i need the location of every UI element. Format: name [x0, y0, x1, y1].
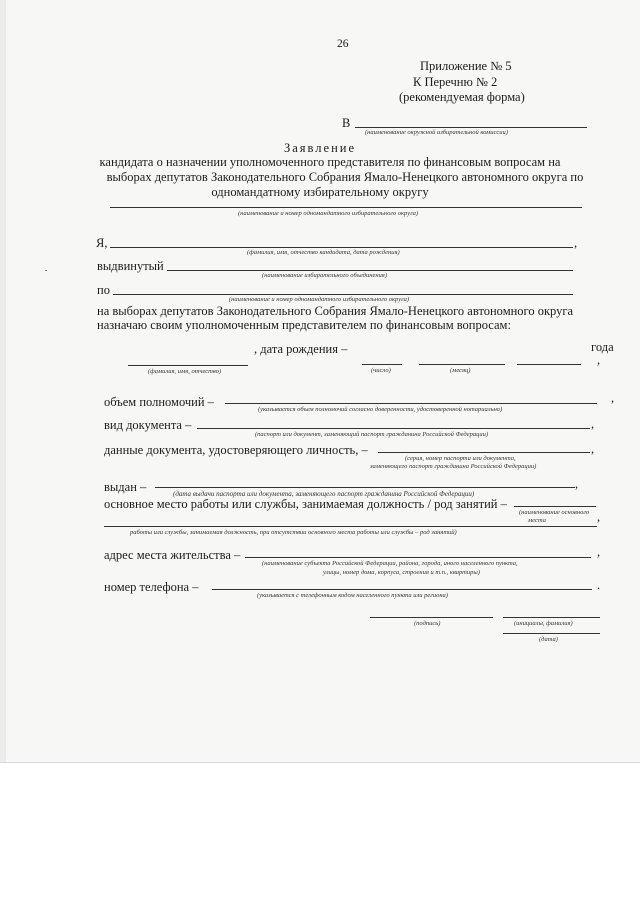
- doc-type-label: вид документа –: [104, 418, 192, 432]
- ya-label: Я,: [96, 236, 108, 250]
- work-comma: ,: [597, 510, 601, 524]
- form-note: (рекомендуемая форма): [399, 90, 525, 104]
- work-line-2: [104, 526, 597, 527]
- title-line-3: одномандатному избирательному округу: [211, 185, 429, 199]
- ya-comma: ,: [574, 236, 578, 250]
- nominated-caption: (наименование избирательного объединения): [262, 272, 387, 279]
- work-caption-1: (наименование основного: [519, 509, 590, 516]
- nominated-label: выдвинутый: [97, 259, 164, 273]
- po-line: [113, 294, 573, 295]
- year-line: [517, 364, 581, 365]
- date-line: [503, 633, 600, 634]
- addressee-line: [355, 127, 587, 128]
- issued-line: [155, 487, 575, 488]
- ya-caption: (фамилия, имя, отчество кандидата, дата рождения): [247, 249, 400, 256]
- po-caption: (наименование и номер одномандатного избирательного округа): [229, 296, 410, 303]
- phone-period: .: [597, 578, 601, 592]
- date-caption: (дата): [539, 636, 558, 643]
- work-label: основное место работы или службы, занимаемая должность / род занятий –: [104, 497, 507, 511]
- signature-line: [370, 617, 493, 618]
- month-line: [419, 364, 505, 365]
- scan-speck: [45, 270, 47, 271]
- addressee-caption: (наименование окружной избирательной комиссии): [365, 129, 508, 136]
- issued-caption: (дата выдачи паспорта или документа, заменяющего паспорт гражданина Российской Федерации): [173, 490, 475, 498]
- birth-date-label: , дата рождения –: [254, 342, 348, 356]
- nominated-line: [167, 270, 573, 271]
- title-line-1: кандидата о назначении уполномоченного представителя по финансовым вопросам на: [99, 155, 561, 169]
- powers-comma: ,: [611, 391, 615, 405]
- id-data-comma: ,: [591, 442, 595, 456]
- id-data-line: [378, 452, 590, 453]
- district-caption: (наименование и номер одномандатного избирательного округа): [238, 210, 419, 217]
- work-line-1: [514, 506, 596, 507]
- district-line: [110, 207, 582, 208]
- signature-caption: (подпись): [414, 620, 441, 627]
- year-comma: ,: [597, 353, 601, 367]
- id-data-caption-2: заменяющего паспорт гражданина Российской Федерации): [370, 463, 537, 470]
- phone-line: [212, 589, 592, 590]
- id-data-label: данные документа, удостоверяющего личность, –: [104, 443, 368, 457]
- paragraph-line-1: на выборах депутатов Законодательного Собрания Ямало-Ненецкого автономного округа: [97, 304, 574, 318]
- issued-label: выдан –: [104, 480, 147, 494]
- powers-label: объем полномочий –: [104, 395, 214, 409]
- month-caption: (месяц): [450, 367, 471, 374]
- phone-caption: (указывается с телефонным кодом населенного пункта или региона): [257, 592, 448, 599]
- name-line: [503, 617, 600, 618]
- address-caption-2: улицы, номер дома, корпуса, строения и т.п., квартиры): [323, 569, 480, 576]
- scan-edge: [0, 0, 6, 762]
- paragraph-line-2: назначаю своим уполномоченным представителем по финансовым вопросам:: [97, 318, 511, 332]
- address-label: адрес места жительства –: [104, 548, 241, 562]
- addressee-prefix: В: [342, 116, 351, 130]
- day-caption: (число): [371, 367, 391, 374]
- po-label: по: [97, 283, 110, 297]
- issued-comma: ,: [575, 477, 579, 491]
- page-number: 26: [337, 38, 349, 50]
- list-reference: К Перечню № 2: [413, 75, 498, 89]
- address-caption-1: (наименование субъекта Российской Федерации, района, города, иного населенного пункта,: [262, 560, 518, 567]
- fio-line: [128, 365, 248, 366]
- document-title: Заявление: [283, 141, 356, 155]
- doc-type-line: [197, 428, 590, 429]
- name-caption: (инициалы, фамилия): [514, 620, 573, 627]
- work-caption-2: места: [528, 517, 546, 524]
- fio-caption: (фамилия, имя, отчество): [148, 368, 222, 375]
- address-line: [245, 557, 591, 558]
- powers-caption: (указывается объем полномочий согласно доверенности, удостоверенной нотариально): [258, 406, 503, 413]
- day-line: [362, 364, 402, 365]
- doc-type-comma: ,: [591, 417, 595, 431]
- title-line-2: выборах депутатов Законодательного Собрания Ямало-Ненецкого автономного округа по: [106, 170, 584, 184]
- year-label: года: [591, 340, 614, 354]
- phone-label: номер телефона –: [104, 580, 199, 594]
- work-caption-3: работы или службы, занимаемая должность, при отсутствии основного места работы или службы – род занятий): [130, 529, 457, 536]
- ya-line: [110, 247, 573, 248]
- id-data-caption-1: (серия, номер паспорта или документа,: [405, 455, 516, 462]
- appendix-label: Приложение № 5: [420, 59, 512, 73]
- doc-type-caption: (паспорт или документ, заменяющий паспорт гражданина Российской Федерации): [255, 431, 489, 438]
- powers-line: [225, 403, 597, 404]
- address-comma: ,: [597, 545, 601, 559]
